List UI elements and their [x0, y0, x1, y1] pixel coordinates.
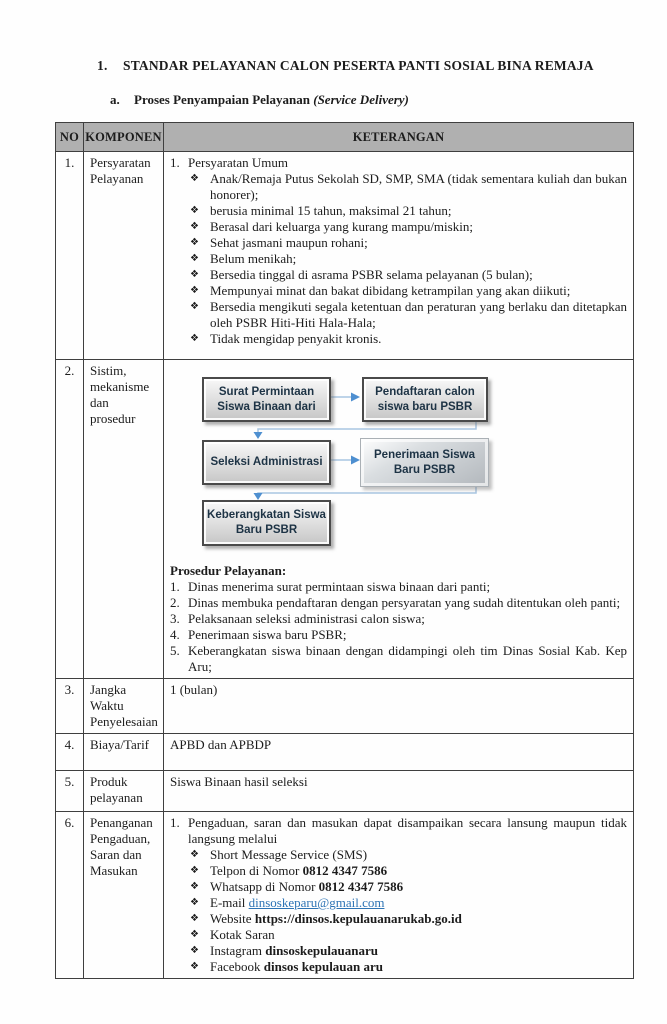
diamond-bullet-icon: ❖ — [190, 881, 199, 892]
keterangan-cell — [164, 152, 634, 360]
row-number: 2. — [56, 360, 84, 679]
complaint-intro: Pengaduan, saran dan masukan dapat disampaikan secara lansung maupun tidak langsung melalui — [188, 815, 627, 846]
diamond-bullet-icon: ❖ — [190, 269, 199, 280]
diamond-bullet-icon: ❖ — [190, 961, 199, 972]
table-row-persyaratan — [56, 152, 634, 360]
diamond-bullet-icon: ❖ — [190, 913, 199, 924]
step-text: Dinas membuka pendaftaran dengan persyaratan yang sudah ditentukan oleh panti; — [188, 595, 621, 610]
procedure-step — [170, 611, 627, 627]
diamond-bullet-icon: ❖ — [190, 849, 199, 860]
requirement-item — [170, 203, 627, 219]
arrow-right-icon — [329, 393, 360, 402]
flow-box-line: Siswa Binaan dari — [217, 400, 316, 413]
row-number: 6. — [56, 812, 84, 979]
requirement-item — [170, 171, 627, 203]
requirement-text: Berasal dari keluarga yang kurang mampu/miskin; — [210, 219, 473, 234]
service-standard-table — [55, 122, 634, 979]
step-text: Pelaksanaan seleksi administrasi calon siswa; — [188, 611, 425, 626]
procedure-step — [170, 643, 627, 675]
requirement-text: Anak/Remaja Putus Sekolah SD, SMP, SMA (tidak sementara kuliah dan bukan honorer); — [210, 171, 627, 202]
table-header-row — [56, 123, 634, 152]
diamond-bullet-icon: ❖ — [190, 945, 199, 956]
step-number: 2. — [170, 595, 180, 610]
requirement-text: berusia minimal 15 tahun, maksimal 21 tahun; — [210, 203, 452, 218]
contact-value: 0812 4347 7586 — [302, 863, 388, 878]
diamond-bullet-icon: ❖ — [190, 301, 199, 312]
list-number: 1. — [170, 815, 180, 830]
contact-text — [210, 895, 627, 911]
step-number: 3. — [170, 611, 180, 626]
flow-box-penerimaan — [360, 438, 489, 487]
contact-prefix: Whatsapp di Nomor — [210, 879, 319, 894]
list-number: 1. — [170, 155, 180, 170]
row-number: 1. — [56, 152, 84, 360]
requirement-text: Mempunyai minat dan bakat dibidang ketrampilan yang akan diikuti; — [210, 283, 571, 298]
step-text: Penerimaan siswa baru PSBR; — [188, 627, 347, 642]
subtitle-main: Proses Penyampaian Pelayanan — [134, 92, 310, 107]
contact-prefix: E-mail — [210, 895, 249, 910]
table-row-produk — [56, 771, 634, 812]
step-number: 4. — [170, 627, 180, 642]
elbow-connector-down-icon — [254, 485, 477, 500]
contact-value: dinsoskeparu@gmail.com — [248, 895, 385, 910]
subtitle-text — [134, 92, 409, 108]
contact-text — [210, 959, 627, 975]
step-text: Keberangkatan siswa binaan dengan didampingi oleh tim Dinas Sosial Kab. Kep Aru; — [188, 643, 627, 674]
diamond-bullet-icon: ❖ — [190, 173, 199, 184]
requirement-text: Bersedia tinggal di asrama PSBR selama pelayanan (5 bulan); — [210, 267, 533, 282]
contact-prefix: Instagram — [210, 943, 266, 958]
flow-box-line: Surat Permintaan — [218, 385, 315, 398]
flow-box-keberangkatan — [202, 500, 331, 546]
diamond-bullet-icon: ❖ — [190, 205, 199, 216]
subtitle-letter: a. — [110, 92, 120, 107]
diamond-bullet-icon: ❖ — [190, 897, 199, 908]
flow-box-line: Baru PSBR — [393, 463, 456, 476]
table-row-biaya — [56, 734, 634, 771]
requirement-item — [170, 235, 627, 251]
contact-text — [210, 879, 627, 895]
flow-box-line: Keberangkatan Siswa — [207, 509, 326, 521]
komponen-cell: Produk pelayanan — [84, 771, 164, 812]
komponen-cell: Persyaratan Pelayanan — [84, 152, 164, 360]
diamond-bullet-icon: ❖ — [190, 237, 199, 248]
komponen-cell: Sistim, mekanisme dan prosedur — [84, 360, 164, 679]
procedure-title: Prosedur Pelayanan: — [170, 563, 287, 578]
flow-box-line: Seleksi Administrasi — [210, 456, 323, 468]
contact-text — [210, 863, 627, 879]
contact-item — [170, 879, 627, 895]
row-number: 3. — [56, 679, 84, 734]
komponen-cell: Jangka Waktu Penyelesaian — [84, 679, 164, 734]
keterangan-cell: Siswa Binaan hasil seleksi — [164, 771, 634, 812]
keterangan-cell — [164, 360, 634, 679]
col-header-no: NO — [56, 123, 84, 152]
procedure-step — [170, 595, 627, 611]
step-number: 5. — [170, 643, 180, 658]
contact-text — [210, 847, 627, 863]
diamond-bullet-icon: ❖ — [190, 285, 199, 296]
contact-channels-list — [170, 847, 627, 975]
contact-item — [170, 847, 627, 863]
procedure-flowchart — [170, 367, 627, 543]
flow-box-surat-permintaan — [202, 377, 331, 422]
arrow-right-icon — [329, 456, 360, 465]
diamond-bullet-icon: ❖ — [190, 333, 199, 344]
requirement-text: Bersedia mengikuti segala ketentuan dan peraturan yang berlaku dan ditetapkan oleh PSBR Hiti-Hiti Hala-Hala; — [210, 299, 627, 330]
diamond-bullet-icon: ❖ — [190, 929, 199, 940]
contact-value: dinsos kepulauan aru — [263, 959, 384, 974]
contact-prefix: Kotak Saran — [210, 927, 275, 942]
col-header-keterangan: KETERANGAN — [164, 123, 634, 152]
komponen-cell: Biaya/Tarif — [84, 734, 164, 771]
contact-prefix: Facebook — [210, 959, 264, 974]
requirement-item — [170, 283, 627, 299]
contact-item — [170, 927, 627, 943]
title-text: STANDAR PELAYANAN CALON PESERTA PANTI SOSIAL BINA REMAJA — [123, 58, 594, 73]
flow-box-line: Pendaftaran calon — [375, 385, 475, 398]
requirement-text: Sehat jasmani maupun rohani; — [210, 235, 368, 250]
komponen-cell: Penanganan Pengaduan, Saran dan Masukan — [84, 812, 164, 979]
flow-box-line: Penerimaan Siswa — [374, 448, 475, 461]
requirements-list — [170, 171, 627, 347]
diamond-bullet-icon: ❖ — [190, 221, 199, 232]
contact-text — [210, 911, 627, 927]
page-subtitle — [110, 92, 409, 108]
contact-item — [170, 911, 627, 927]
step-text: Dinas menerima surat permintaan siswa binaan dari panti; — [188, 579, 491, 594]
contact-text — [210, 943, 627, 959]
contact-value: https://dinsos.kepulauanarukab.go.id — [254, 911, 462, 926]
requirement-text: Tidak mengidap penyakit kronis. — [210, 331, 382, 346]
requirement-item — [170, 331, 627, 347]
table-row-pengaduan — [56, 812, 634, 979]
contact-prefix: Website — [210, 911, 255, 926]
contact-item — [170, 943, 627, 959]
row-number: 5. — [56, 771, 84, 812]
requirement-item — [170, 219, 627, 235]
page-title — [97, 58, 594, 74]
contact-item — [170, 895, 627, 911]
flow-box-line: Baru PSBR — [235, 524, 298, 536]
keterangan-cell: APBD dan APBDP — [164, 734, 634, 771]
contact-prefix: Telpon di Nomor — [210, 863, 303, 878]
keterangan-cell — [164, 812, 634, 979]
contact-item — [170, 959, 627, 975]
contact-value: dinsoskepulauanaru — [265, 943, 378, 958]
requirement-item — [170, 251, 627, 267]
requirement-item — [170, 267, 627, 283]
subtitle-italic: (Service Delivery) — [313, 92, 409, 107]
requirement-item — [170, 299, 627, 331]
contact-value: 0812 4347 7586 — [318, 879, 404, 894]
row-number: 4. — [56, 734, 84, 771]
table-row-jangka-waktu — [56, 679, 634, 734]
list-title: Persyaratan Umum — [188, 155, 289, 170]
col-header-komponen: KOMPONEN — [84, 123, 164, 152]
procedure-step — [170, 627, 627, 643]
contact-text — [210, 927, 627, 943]
diamond-bullet-icon: ❖ — [190, 253, 199, 264]
procedure-steps — [170, 579, 627, 675]
contact-prefix: Short Message Service (SMS) — [210, 847, 368, 862]
step-number: 1. — [170, 579, 180, 594]
diamond-bullet-icon: ❖ — [190, 865, 199, 876]
flow-box-line: siswa baru PSBR — [377, 400, 473, 413]
title-number: 1. — [97, 58, 108, 73]
flow-box-seleksi-administrasi — [202, 440, 331, 485]
contact-item — [170, 863, 627, 879]
flow-box-pendaftaran — [362, 377, 488, 422]
requirement-text: Belum menikah; — [210, 251, 297, 266]
procedure-step — [170, 579, 627, 595]
table-row-sistim — [56, 360, 634, 679]
keterangan-cell: 1 (bulan) — [164, 679, 634, 734]
